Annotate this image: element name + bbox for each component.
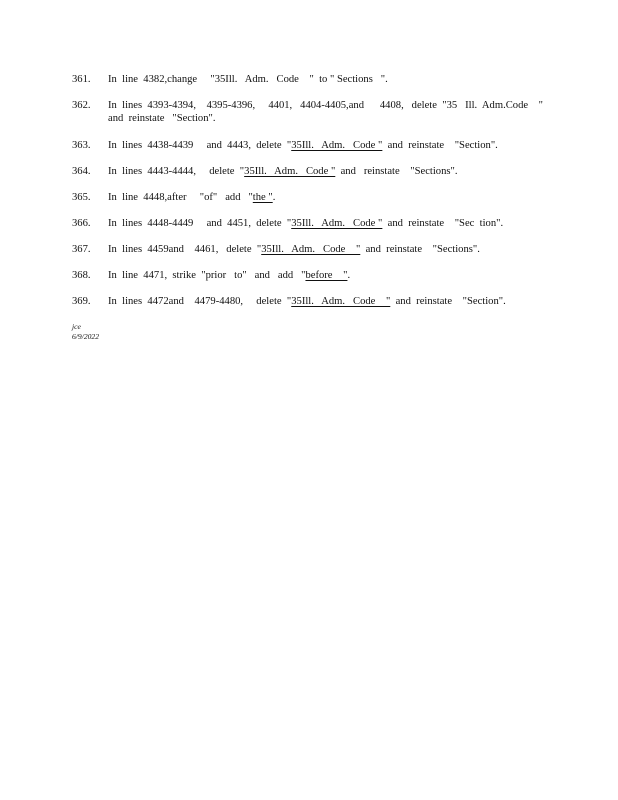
item-text	[108, 295, 542, 308]
item-number: 364.	[72, 166, 91, 177]
text-run: .	[272, 192, 276, 203]
text-run: and reinstate "Section".	[108, 113, 216, 124]
text-run: In lines 4393-4394, 4395-4396, 4401, 4404-4405,and 4408, delete "35 Ill. Adm.Code "	[108, 100, 544, 111]
item-number: 369.	[72, 296, 91, 307]
item-number: 362.	[72, 100, 91, 111]
item-text	[108, 191, 542, 204]
text-run: In line 4471, strike "prior to" and add "	[108, 270, 306, 281]
underlined-insertion: 35Ill. Adm. Code "	[261, 244, 361, 255]
text-run: and reinstate "Sections".	[335, 166, 458, 177]
item-text	[108, 139, 542, 152]
text-run: In lines 4438-4439 and 4443, delete "	[108, 140, 292, 151]
item-line	[108, 112, 542, 125]
underlined-insertion: the "	[252, 192, 273, 203]
text-run: .	[347, 270, 351, 281]
text-run: In line 4382,change "35Ill. Adm. Code " to " Sections ".	[108, 74, 388, 85]
text-run: In lines 4459and 4461, delete "	[108, 244, 262, 255]
item-number: 366.	[72, 218, 91, 229]
item-line	[108, 99, 542, 112]
item-text	[108, 243, 542, 256]
item-text	[108, 217, 542, 230]
text-run: and reinstate "Section".	[382, 140, 498, 151]
item-number: 363.	[72, 140, 91, 151]
item-line	[108, 217, 542, 230]
item-number: 361.	[72, 74, 91, 85]
footer-initials: jce	[72, 322, 81, 331]
item-number: 365.	[72, 192, 91, 203]
text-run: In lines 4443-4444, delete "	[108, 166, 245, 177]
underlined-insertion: 35Ill. Adm. Code "	[291, 218, 383, 229]
footer-date: 6/9/2022	[72, 332, 100, 341]
text-run: and reinstate "Sec tion".	[382, 218, 504, 229]
underlined-insertion: before "	[305, 270, 348, 281]
text-run: In lines 4472and 4479-4480, delete "	[108, 296, 292, 307]
underlined-insertion: 35Ill. Adm. Code "	[291, 140, 383, 151]
item-line	[108, 191, 542, 204]
text-run: In lines 4448-4449 and 4451, delete "	[108, 218, 292, 229]
item-text	[108, 269, 542, 282]
item-text	[108, 99, 542, 125]
item-line	[108, 165, 542, 178]
underlined-insertion: 35Ill. Adm. Code "	[244, 166, 336, 177]
text-run: and reinstate "Section".	[390, 296, 506, 307]
item-line	[108, 139, 542, 152]
item-text	[108, 73, 542, 86]
item-line	[108, 295, 542, 308]
item-number: 368.	[72, 270, 91, 281]
item-number: 367.	[72, 244, 91, 255]
item-line	[108, 73, 542, 86]
underlined-insertion: 35Ill. Adm. Code "	[291, 296, 391, 307]
item-line	[108, 243, 542, 256]
item-line	[108, 269, 542, 282]
footer	[72, 322, 99, 342]
text-run: and reinstate "Sections".	[360, 244, 480, 255]
item-text	[108, 165, 542, 178]
text-run: In line 4448,after "of" add "	[108, 192, 253, 203]
